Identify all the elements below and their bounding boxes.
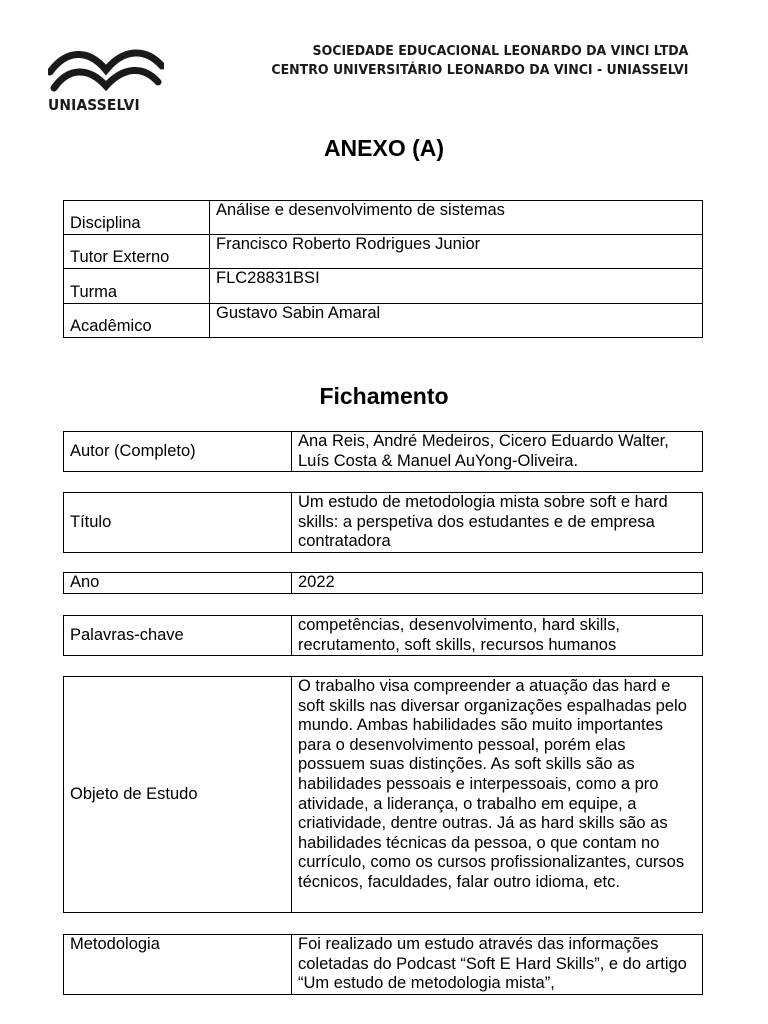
autor-table	[63, 431, 703, 472]
metodologia-table	[63, 934, 703, 995]
annex-title: ANEXO (A)	[323, 135, 445, 161]
logo-text: UNIASSELVI	[48, 96, 140, 114]
table-row	[64, 432, 703, 472]
turma-value: FLC28831BSI	[210, 269, 703, 304]
ano-value: 2022	[292, 573, 703, 594]
table-row	[64, 304, 703, 338]
student-info-table	[63, 200, 703, 338]
disciplina-value: Análise e desenvolvimento de sistemas	[210, 201, 703, 235]
academico-label: Acadêmico	[64, 304, 210, 338]
table-row	[64, 616, 703, 656]
titulo-label: Título	[64, 493, 292, 553]
ano-table	[63, 572, 703, 594]
turma-label: Turma	[64, 269, 210, 304]
table-row	[64, 493, 703, 553]
tutor-value: Francisco Roberto Rodrigues Junior	[210, 235, 703, 269]
uniasselvi-logo	[48, 44, 164, 116]
autor-label: Autor (Completo)	[64, 432, 292, 472]
table-row	[64, 935, 703, 995]
table-row	[64, 573, 703, 594]
institution-block	[240, 42, 688, 80]
disciplina-label: Disciplina	[64, 201, 210, 235]
fichamento-title: Fichamento	[319, 383, 449, 409]
titulo-table	[63, 492, 703, 553]
titulo-value: Um estudo de metodologia mista sobre soft e hard skills: a perspetiva dos estudantes e de empresa contratadora	[292, 493, 703, 553]
palavras-chave-value: competências, desenvolvimento, hard skills, recrutamento, soft skills, recursos humanos	[292, 616, 703, 656]
tutor-label: Tutor Externo	[64, 235, 210, 269]
table-row	[64, 235, 703, 269]
table-row	[64, 201, 703, 235]
objeto-estudo-value: O trabalho visa compreender a atuação das hard e soft skills nas diversar organizações espalhadas pelo mundo. Ambas habilidades são muito importantes para o desenvolvimento pessoal, porém elas possuem suas distinções. As soft skills são as habilidades pessoais e interpessoais, como a pro atividade, a liderança, o trabalho em equipe, a criatividade, dentre outras. Já as hard skills são as habilidades técnicas da pessoa, o que contam no currículo, como os cursos profissionalizantes, cursos técnicos, faculdades, falar outro idioma, etc.	[292, 677, 703, 913]
autor-value: Ana Reis, André Medeiros, Cicero Eduardo Walter, Luís Costa & Manuel AuYong-Oliveira.	[292, 432, 703, 472]
institution-name: SOCIEDADE EDUCACIONAL LEONARDO DA VINCI LTDA	[312, 43, 688, 59]
university-name: CENTRO UNIVERSITÁRIO LEONARDO DA VINCI - UNIASSELVI	[270, 62, 688, 78]
table-row	[64, 269, 703, 304]
objeto-estudo-table	[63, 676, 703, 913]
palavras-chave-table	[63, 615, 703, 656]
metodologia-value: Foi realizado um estudo através das informações coletadas do Podcast “Soft E Hard Skills”, e do artigo “Um estudo de metodologia mista”,	[292, 935, 703, 995]
metodologia-label: Metodologia	[64, 935, 292, 995]
objeto-estudo-label: Objeto de Estudo	[64, 677, 292, 913]
academico-value: Gustavo Sabin Amaral	[210, 304, 703, 338]
logo-arches-icon	[48, 44, 164, 94]
palavras-chave-label: Palavras-chave	[64, 616, 292, 656]
table-row	[64, 677, 703, 913]
ano-label: Ano	[64, 573, 292, 594]
